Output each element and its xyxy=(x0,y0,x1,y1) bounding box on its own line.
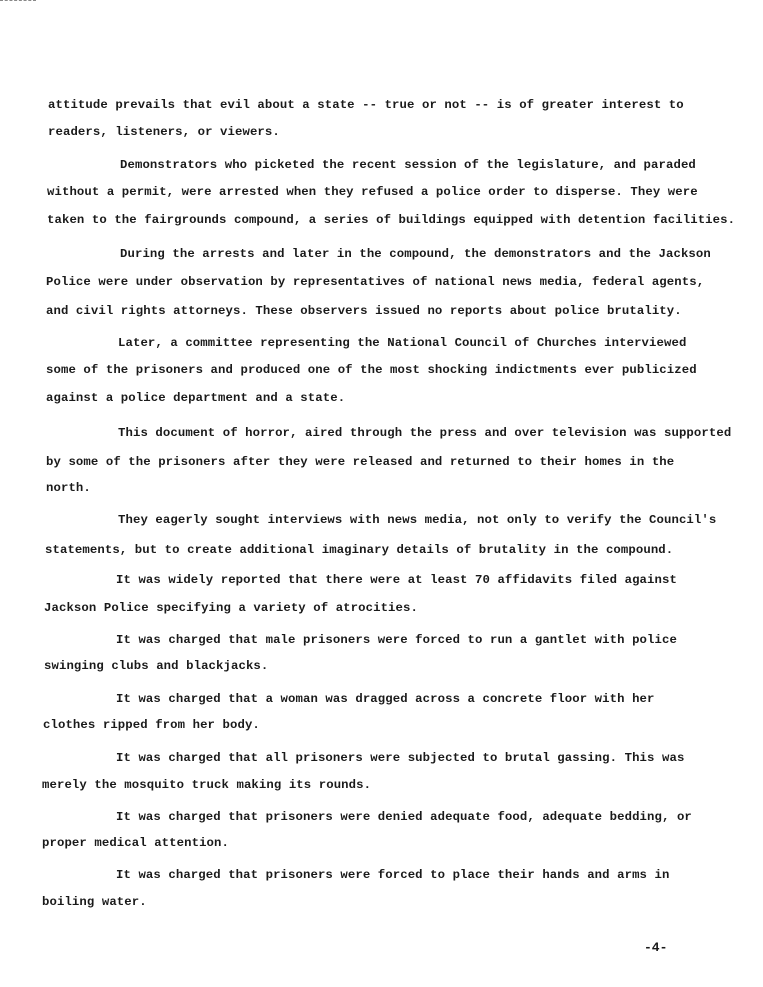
page-number: -4- xyxy=(644,940,668,955)
text-line: against a police department and a state. xyxy=(46,391,346,405)
text-line: It was charged that male prisoners were forced to run a gantlet with police xyxy=(116,633,677,647)
text-line: statements, but to create additional imaginary details of brutality in the compound. xyxy=(45,543,674,557)
text-line: During the arrests and later in the compound, the demonstrators and the Jackson xyxy=(120,247,711,261)
text-line: Jackson Police specifying a variety of atrocities. xyxy=(44,601,418,615)
text-line: taken to the fairgrounds compound, a series of buildings equipped with detention facilities. xyxy=(47,213,736,227)
text-line: clothes ripped from her body. xyxy=(43,718,260,732)
text-line: merely the mosquito truck making its rounds. xyxy=(42,778,372,792)
text-line: without a permit, were arrested when they refused a police order to disperse. They were xyxy=(47,185,698,199)
text-line: It was charged that a woman was dragged across a concrete floor with her xyxy=(116,692,655,706)
text-line: readers, listeners, or viewers. xyxy=(48,125,280,139)
text-line: It was charged that prisoners were forced to place their hands and arms in xyxy=(116,868,670,882)
text-line: boiling water. xyxy=(42,895,147,909)
scan-edge-mark xyxy=(0,0,36,3)
text-line: by some of the prisoners after they were released and returned to their homes in the xyxy=(46,455,675,469)
text-line: proper medical attention. xyxy=(42,836,229,850)
text-line: attitude prevails that evil about a state -- true or not -- is of greater interest to xyxy=(48,98,684,112)
text-line: It was charged that all prisoners were subjected to brutal gassing. This was xyxy=(116,751,685,765)
text-line: Demonstrators who picketed the recent session of the legislature, and paraded xyxy=(120,158,696,172)
text-line: Police were under observation by representatives of national news media, federal agents, xyxy=(46,275,705,289)
text-line: They eagerly sought interviews with news media, not only to verify the Council's xyxy=(118,513,717,527)
text-line: swinging clubs and blackjacks. xyxy=(44,659,269,673)
text-line: and civil rights attorneys. These observers issued no reports about police brutality. xyxy=(46,304,682,318)
text-line: It was widely reported that there were at least 70 affidavits filed against xyxy=(116,573,677,587)
text-line: It was charged that prisoners were denied adequate food, adequate bedding, or xyxy=(116,810,692,824)
text-line: north. xyxy=(46,481,91,495)
text-line: Later, a committee representing the National Council of Churches interviewed xyxy=(118,336,687,350)
text-line: some of the prisoners and produced one of the most shocking indictments ever publicized xyxy=(46,363,697,377)
text-line: This document of horror, aired through the press and over television was supported xyxy=(118,426,732,440)
